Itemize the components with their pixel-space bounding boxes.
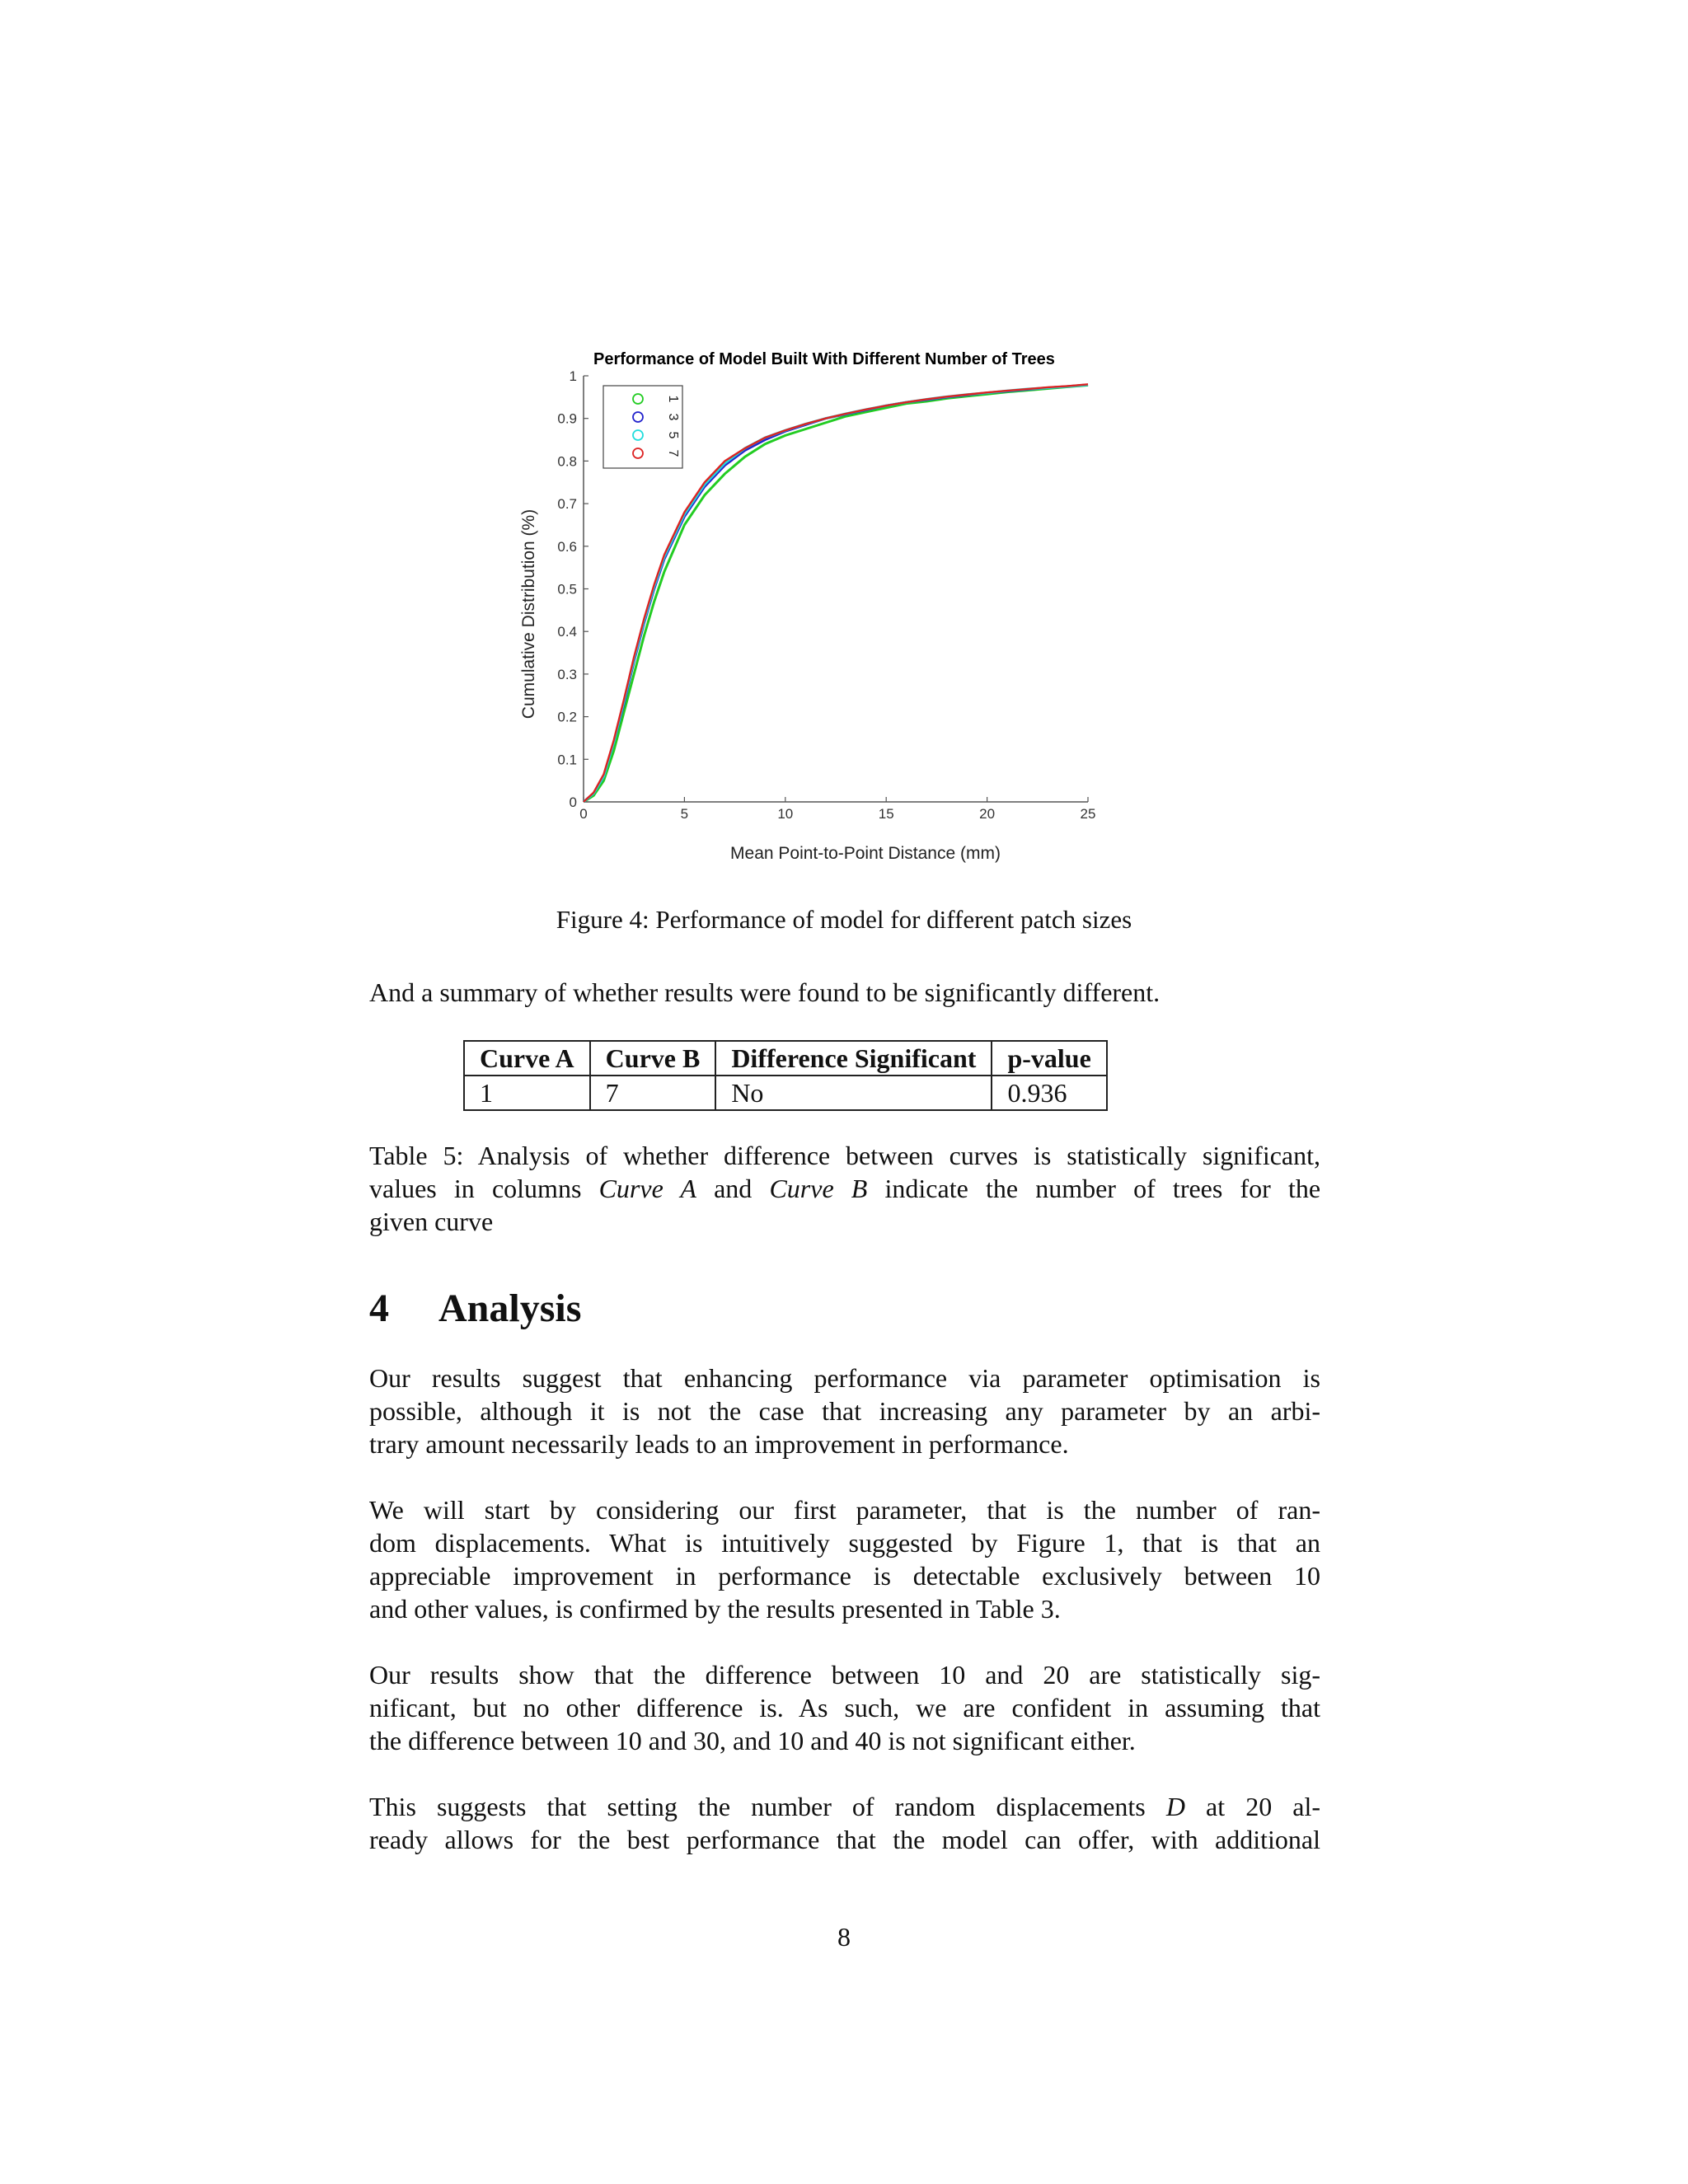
paragraph-line: This suggests that setting the number of random displacements D at 20 al-: [369, 1792, 1321, 1821]
page-number: 8: [837, 1922, 851, 1952]
x-axis-label: Mean Point-to-Point Distance (mm): [730, 844, 1001, 863]
header-curve-b: Curve B: [590, 1041, 716, 1076]
y-tick-label: 0.2: [557, 709, 577, 725]
paragraph-line: the difference between 10 and 30, and 10 and 40 is not significant either.: [369, 1726, 1136, 1755]
figure-4-chart: [511, 346, 1154, 874]
table-row: [464, 1076, 1107, 1110]
legend-label-7: 7: [665, 449, 680, 457]
header-curve-a: Curve A: [464, 1041, 590, 1076]
y-tick-label: 0.6: [557, 538, 577, 555]
paragraph-line: nificant, but no other difference is. As such, we are confident in assuming that: [369, 1693, 1320, 1722]
section-title: Analysis: [438, 1286, 582, 1330]
paragraph-line: and other values, is confirmed by the results presented in Table 3.: [369, 1594, 1061, 1624]
y-tick-label: 0: [569, 794, 577, 810]
y-axis-label: Cumulative Distribution (%): [519, 509, 538, 719]
paragraph-line: trary amount necessarily leads to an improvement in performance.: [369, 1429, 1069, 1459]
paragraph-line: dom displacements. What is intuitively suggested by Figure 1, that is that an: [369, 1528, 1320, 1558]
table-header-row: [464, 1041, 1107, 1076]
x-tick-label: 20: [979, 806, 996, 822]
section-number: 4: [369, 1286, 389, 1330]
paragraph-1: [369, 1361, 1320, 1460]
table-caption-line: values in columns Curve A and Curve B indicate the number of trees for the: [369, 1174, 1321, 1203]
results-table: [463, 1040, 1108, 1111]
paragraph-line: possible, although it is not the case that increasing any parameter by an arbi-: [369, 1396, 1320, 1426]
header-difference-significant: Difference Significant: [715, 1041, 992, 1076]
intro-paragraph: [369, 976, 1320, 1009]
table-caption-line: given curve: [369, 1207, 494, 1236]
header-p-value: p-value: [992, 1041, 1106, 1076]
y-tick-label: 0.5: [557, 581, 577, 598]
cell-curve-b: 7: [590, 1076, 716, 1110]
y-tick-label: 0.4: [557, 624, 577, 640]
x-tick-label: 0: [579, 806, 588, 822]
chart-title: Performance of Model Built With Different Number of Trees: [593, 350, 1055, 368]
paragraph-line: We will start by considering our first parameter, that is the number of ran-: [369, 1495, 1320, 1525]
y-tick-label: 0.1: [557, 752, 577, 768]
paragraph-line: ready allows for the best performance that the model can offer, with additional: [369, 1825, 1320, 1854]
cell-curve-a: 1: [464, 1076, 590, 1110]
x-tick-label: 5: [680, 806, 689, 822]
legend-label-3: 3: [665, 413, 680, 421]
paragraph-line: Our results show that the difference between 10 and 20 are statistically sig-: [369, 1660, 1320, 1690]
y-tick-label: 0.7: [557, 496, 577, 513]
section-heading: [369, 1286, 581, 1331]
y-tick-label: 1: [569, 368, 577, 384]
x-tick-label: 25: [1080, 806, 1096, 822]
figure-caption: Figure 4: Performance of model for different patch sizes: [556, 905, 1132, 934]
chart-legend: [603, 386, 682, 468]
paragraph-4: [369, 1790, 1320, 1856]
x-tick-label: 10: [777, 806, 794, 822]
y-tick-label: 0.8: [557, 453, 577, 470]
legend-label-5: 5: [665, 431, 680, 439]
intro-line: And a summary of whether results were found to be significantly different.: [369, 977, 1160, 1007]
table-caption-line: Table 5: Analysis of whether difference between curves is statistically significant,: [369, 1141, 1320, 1170]
paragraph-line: Our results suggest that enhancing performance via parameter optimisation is: [369, 1363, 1320, 1393]
y-tick-label: 0.3: [557, 666, 577, 682]
y-tick-label: 0.9: [557, 410, 577, 427]
cell-difference-significant: No: [715, 1076, 992, 1110]
table-caption: [369, 1139, 1320, 1238]
x-tick-label: 15: [878, 806, 894, 822]
cell-p-value: 0.936: [992, 1076, 1106, 1110]
paragraph-line: appreciable improvement in performance is detectable exclusively between 10: [369, 1561, 1320, 1591]
legend-label-1: 1: [665, 395, 680, 403]
paragraph-2: [369, 1493, 1320, 1625]
paragraph-3: [369, 1658, 1320, 1757]
